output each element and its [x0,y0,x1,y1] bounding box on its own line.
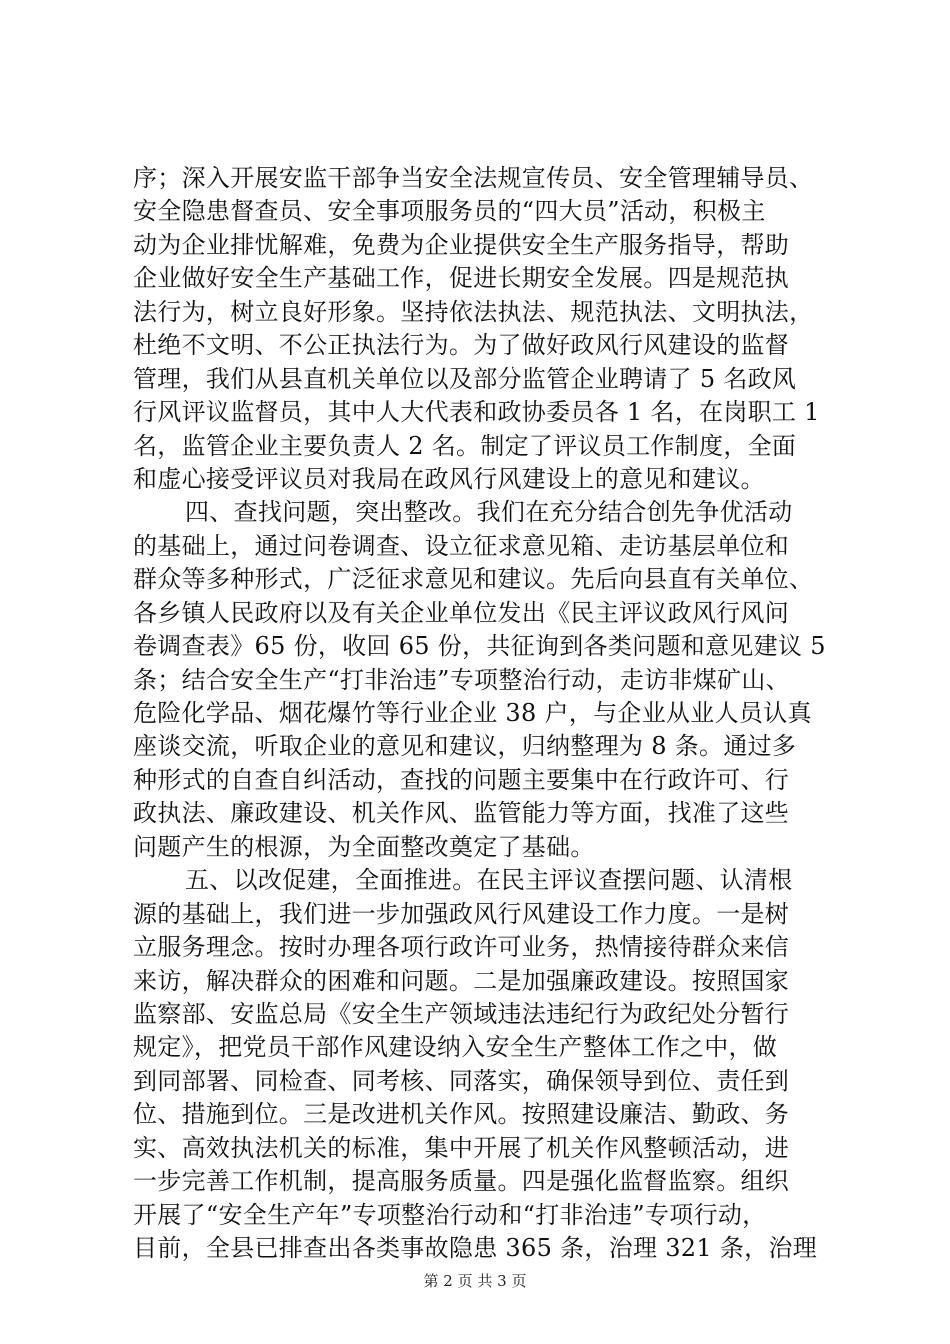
text-line: 行风评议监督员，其中人大代表和政协委员各 1 名，在岗职工 1 [133,398,820,427]
text-line: 目前，全县已排查出各类事故隐患 365 条，治理 321 条，治理 [133,1234,818,1262]
text-line: 企业做好安全生产基础工作，促进长期安全发展。四是规范执 [133,264,790,293]
text-line: 和虚心接受评议员对我局在政风行风建设上的意见和建议。 [133,464,765,493]
text-line: 一步完善工作机制，提高服务质量。四是强化监督监察。组织 [133,1167,790,1196]
text-line: 法行为，树立良好形象。坚持依法执法、规范执法、文明执法， [133,297,814,326]
text-line: 监察部、安监总局《安全生产领域违法违纪行为政纪处分暂行 [133,999,790,1028]
text-line: 政执法、廉政建设、机关作风、监管能力等方面，找准了这些 [133,799,790,828]
text-line: 开展了“安全生产年”专项整治行动和“打非治违”专项行动， [133,1200,767,1229]
text-line: 座谈交流，听取企业的意见和建议，归纳整理为 8 条。通过多 [133,732,797,761]
text-line: 问题产生的根源，为全面整改奠定了基础。 [133,832,595,861]
text-line: 安全隐患督查员、安全事项服务员的“四大员”活动，积极主 [133,197,766,226]
text-line: 卷调查表》65 份，收回 65 份，共征询到各类问题和意见建议 5 [133,632,826,661]
text-line: 管理，我们从县直机关单位以及部分监管企业聘请了 5 名政风 [133,364,797,393]
text-line: 立服务理念。按时办理各项行政许可业务，热情接待群众来信 [133,933,790,962]
text-line: 来访，解决群众的困难和问题。二是加强廉政建设。按照国家 [133,966,790,995]
text-line: 四、查找问题，突出整改。我们在充分结合创先争优活动 [185,498,793,527]
text-line: 种形式的自查自纠活动，查找的问题主要集中在行政许可、行 [133,765,790,794]
text-line: 动为企业排忧解难，免费为企业提供安全生产服务指导，帮助 [133,230,790,259]
text-line: 五、以改促建，全面推进。在民主评议查摆问题、认清根 [185,866,793,895]
text-line: 杜绝不文明、不公正执法行为。为了做好政风行风建设的监督 [133,331,790,360]
text-line: 群众等多种形式，广泛征求意见和建议。先后向县直有关单位、 [133,565,814,594]
text-line: 实、高效执法机关的标准，集中开展了机关作风整顿活动，进 [133,1133,790,1162]
text-line: 的基础上，通过问卷调查、设立征求意见箱、走访基层单位和 [133,531,790,560]
text-line: 位、措施到位。三是改进机关作风。按照建设廉洁、勤政、务 [133,1100,790,1129]
text-line: 危险化学品、烟花爆竹等行业企业 38 户，与企业从业人员认真 [133,699,812,727]
page-footer [0,1270,950,1291]
text-line: 名，监管企业主要负责人 2 名。制定了评议员工作制度，全面 [133,431,797,460]
page-number: 第 2 页 共 3 页 [423,1272,527,1290]
document-body [133,162,836,1265]
text-line: 各乡镇人民政府以及有关企业单位发出《民主评议政风行风问 [133,598,790,627]
text-line: 序；深入开展安监干部争当安全法规宣传员、安全管理辅导员、 [133,164,814,192]
text-line: 源的基础上，我们进一步加强政风行风建设工作力度。一是树 [133,899,790,928]
text-line: 到同部署、同检查、同考核、同落实，确保领导到位、责任到 [133,1066,790,1095]
text-line: 规定》，把党员干部作风建设纳入安全生产整体工作之中，做 [133,1033,778,1062]
text-line: 条；结合安全生产“打非治违”专项整治行动，走访非煤矿山、 [133,665,790,694]
